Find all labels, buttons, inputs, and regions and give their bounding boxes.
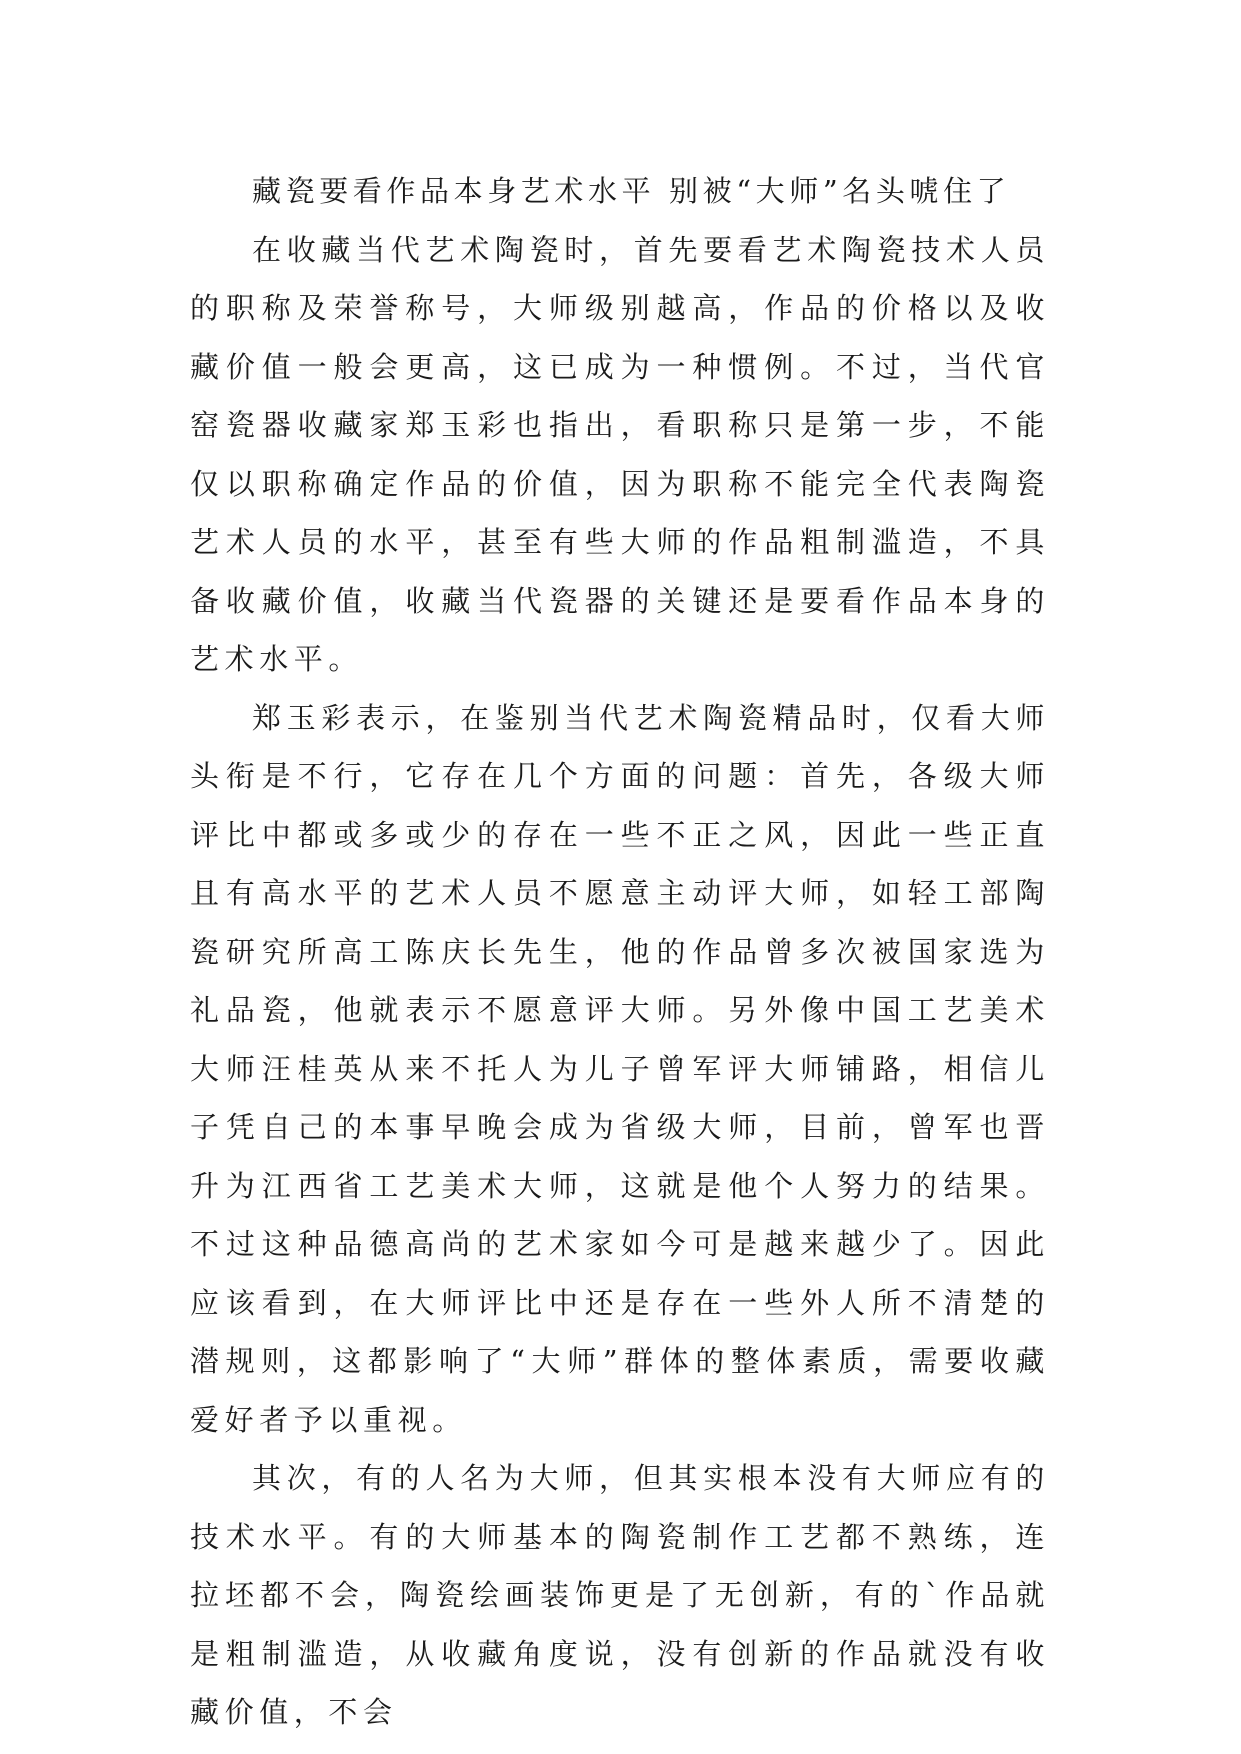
document-title: 藏瓷要看作品本身艺术水平 别被“大师”名头唬住了 [252,174,1011,208]
document-body [190,162,1050,1742]
paragraph-3: 其次，有的人名为大师，但其实根本没有大师应有的技术水平。有的大师基本的陶瓷制作工艺都不熟练，连拉坯都不会，陶瓷绘画装饰更是了无创新，有的`作品就是粗制滥造，从收藏角度说，没有创新的作品就没有收藏价值，不会 [190,1461,1050,1729]
paragraph-2: 郑玉彩表示，在鉴别当代艺术陶瓷精品时，仅看大师头衔是不行，它存在几个方面的问题：首先，各级大师评比中都或多或少的存在一些不正之风，因此一些正直且有高水平的艺术人员不愿意主动评大师，如轻工部陶瓷研究所高工陈庆长先生，他的作品曾多次被国家选为礼品瓷，他就表示不愿意评大师。另外像中国工艺美术大师汪桂英从来不托人为儿子曾军评大师铺路，相信儿子凭自己的本事早晚会成为省级大师，目前，曾军也晋升为江西省工艺美术大师，这就是他个人努力的结果。不过这种品德高尚的艺术家如今可是越来越少了。因此应该看到，在大师评比中还是存在一些外人所不清楚的潜规则，这都影响了“大师”群体的整体素质，需要收藏爱好者予以重视。 [190,700,1050,1437]
paragraph-1: 在收藏当代艺术陶瓷时，首先要看艺术陶瓷技术人员的职称及荣誉称号，大师级别越高，作品的价格以及收藏价值一般会更高，这已成为一种惯例。不过，当代官窑瓷器收藏家郑玉彩也指出，看职称只是第一步，不能仅以职称确定作品的价值，因为职称不能完全代表陶瓷艺术人员的水平，甚至有些大师的作品粗制滥造，不具备收藏价值，收藏当代瓷器的关键还是要看作品本身的艺术水平。 [190,232,1050,676]
